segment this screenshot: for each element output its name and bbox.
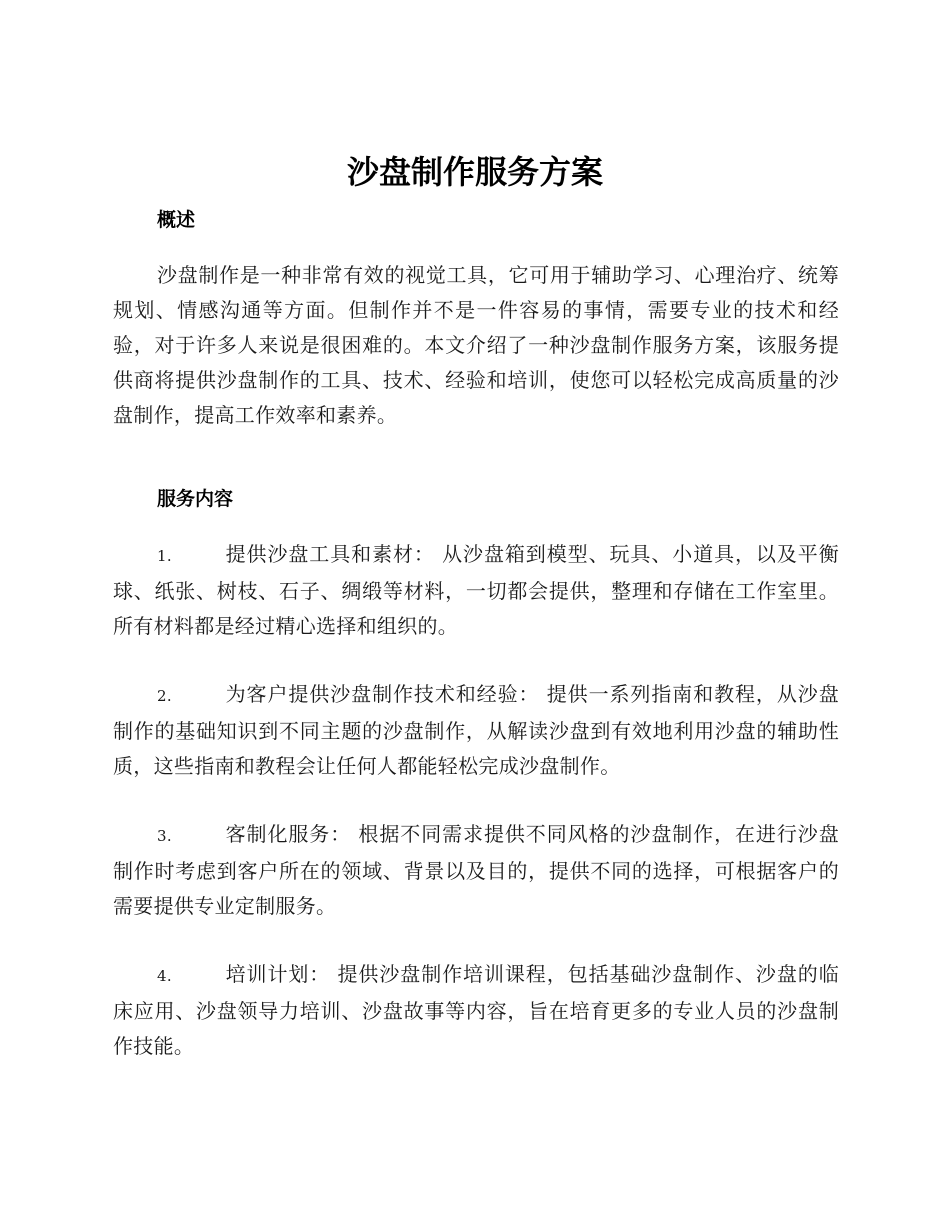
list-number: 1. — [157, 547, 172, 565]
service-item-tools — [113, 537, 839, 644]
list-item-text: 提供沙盘工具和素材： 从沙盘箱到模型、玩具、小道具，以及平衡球、纸张、树枝、石子、绸缎等材料，一切都会提供，整理和存储在工作室里。所有材料都是经过精心选择和组织的。 — [113, 542, 839, 638]
list-item-text: 培训计划： 提供沙盘制作培训课程，包括基础沙盘制作、沙盘的临床应用、沙盘领导力培训、沙盘故事等内容，旨在培育更多的专业人员的沙盘制作技能。 — [113, 962, 839, 1058]
service-item-custom — [113, 817, 839, 924]
services-heading: 服务内容 — [157, 488, 234, 510]
overview-heading: 概述 — [157, 209, 196, 231]
list-number: 4. — [157, 967, 172, 985]
list-item-text: 为客户提供沙盘制作技术和经验： 提供一系列指南和教程，从沙盘制作的基础知识到不同主题的沙盘制作，从解读沙盘到有效地利用沙盘的辅助性质，这些指南和教程会让任何人都能轻松完成沙盘制作。 — [113, 682, 839, 778]
list-number: 2. — [157, 687, 172, 705]
list-item-text: 客制化服务： 根据不同需求提供不同风格的沙盘制作，在进行沙盘制作时考虑到客户所在的领域、背景以及目的，提供不同的选择，可根据客户的需要提供专业定制服务。 — [113, 822, 839, 918]
service-item-training — [113, 957, 839, 1064]
overview-paragraph: 沙盘制作是一种非常有效的视觉工具，它可用于辅助学习、心理治疗、统筹规划、情感沟通等方面。但制作并不是一件容易的事情，需要专业的技术和经验，对于许多人来说是很困难的。本文介绍了一种沙盘制作服务方案，该服务提供商将提供沙盘制作的工具、技术、经验和培训，使您可以轻松完成高质量的沙盘制作，提高工作效率和素养。 — [113, 263, 839, 427]
service-item-techniques — [113, 677, 839, 784]
list-number: 3. — [157, 827, 172, 845]
document-title: 沙盘制作服务方案 — [346, 153, 603, 191]
